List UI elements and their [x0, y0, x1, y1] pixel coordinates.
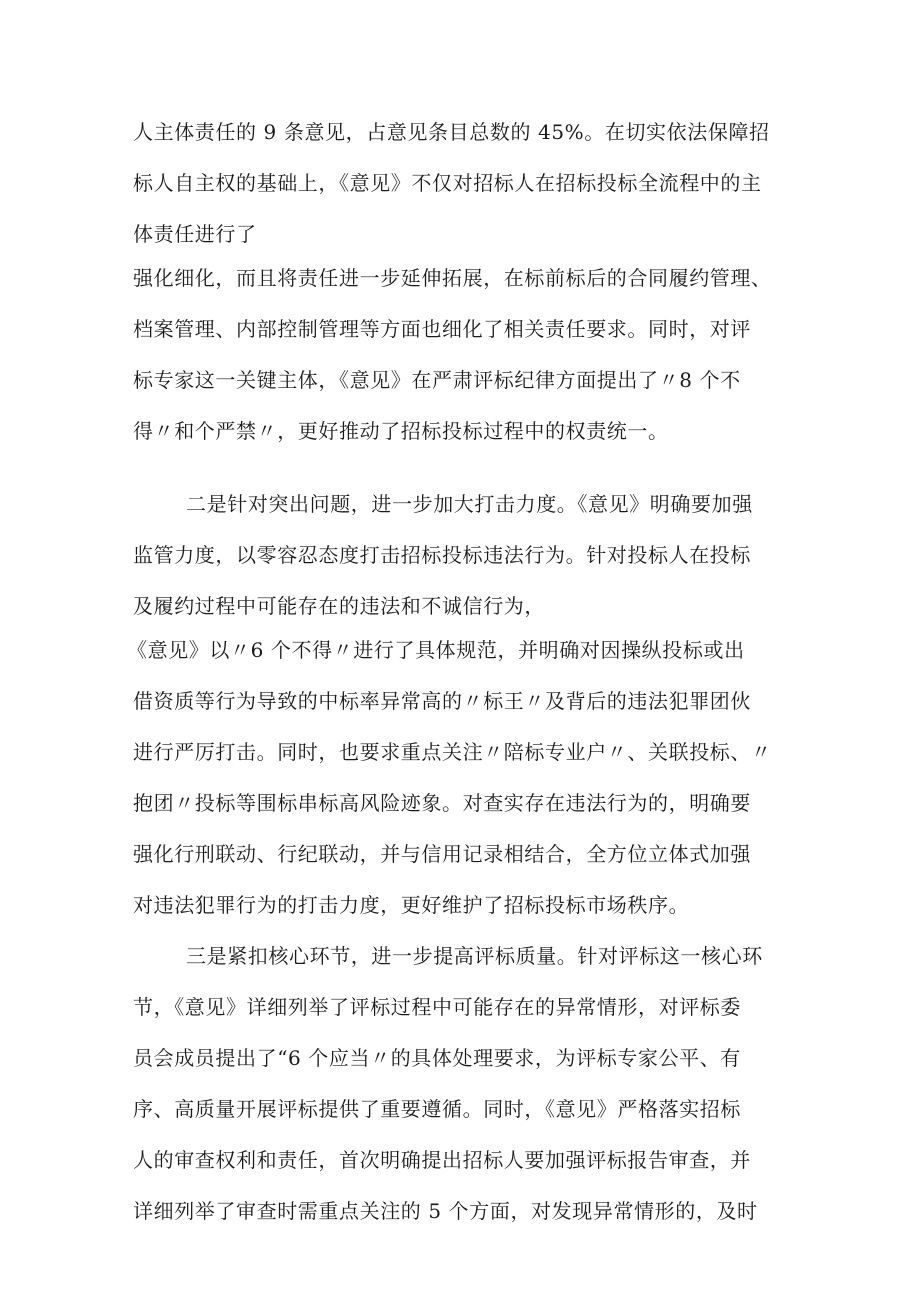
text-line: 进行严厉打击。同时，也要求重点关注〃陪标专业户〃、关联投标、〃	[133, 740, 772, 764]
text-line: 序、高质量开展评标提供了重要遵循。同时，《意见》严格落实招标	[133, 1097, 741, 1121]
text-line: 强化细化，而且将责任进一步延伸拓展，在标前标后的合同履约管理、	[133, 266, 772, 290]
text-line: 体责任进行了	[133, 222, 257, 246]
text-line: 标人自主权的基础上，《意见》不仅对招标人在招标投标全流程中的主	[133, 171, 762, 195]
text-line: 监管力度，以零容忍态度打击招标投标违法行为。针对投标人在投标	[133, 543, 751, 567]
text-line: 强化行刑联动、行纪联动，并与信用记录相结合，全方位立体式加强	[133, 842, 751, 866]
text-line: 节，《意见》详细列举了评标过程中可能存在的异常情形，对评标委	[133, 995, 741, 1019]
text-line: 抱团〃投标等围标串标高风险迹象。对查实存在违法行为的，明确要	[133, 791, 751, 815]
text-line: 得〃和个严禁〃，更好推动了招标投标过程中的权责统一。	[133, 419, 669, 443]
text-line: 人主体责任的 9 条意见，占意见条目总数的 45%。在切实依法保障招	[133, 120, 770, 144]
paragraph-first-line: 二是针对突出问题，进一步加大打击力度。《意见》明确要加强	[186, 492, 753, 516]
text-line: 详细列举了审查时需重点关注的 5 个方面，对发现异常情形的，及时	[133, 1199, 758, 1223]
text-line: 标专家这一关键主体，《意见》在严肃评标纪律方面提出了〃8 个不	[133, 368, 741, 392]
text-line: 《意见》以〃6 个不得〃进行了具体规范，并明确对因操纵投标或出	[127, 638, 745, 662]
paragraph-first-line: 三是紧扣核心环节，进一步提高评标质量。针对评标这一核心环	[186, 944, 763, 968]
text-line: 人的审查权利和责任，首次明确提出招标人要加强评标报告审查，并	[133, 1148, 751, 1172]
text-line: 及履约过程中可能存在的违法和不诚信行为，	[133, 594, 545, 618]
text-line: 员会成员提出了“6 个应当〃的具体处理要求，为评标专家公平、有	[133, 1046, 741, 1070]
text-line: 借资质等行为导致的中标率异常高的〃标王〃及背后的违法犯罪团伙	[133, 689, 751, 713]
text-line: 档案管理、内部控制管理等方面也细化了相关责任要求。同时，对评	[133, 317, 751, 341]
text-line: 对违法犯罪行为的打击力度，更好维护了招标投标市场秩序。	[133, 893, 690, 917]
